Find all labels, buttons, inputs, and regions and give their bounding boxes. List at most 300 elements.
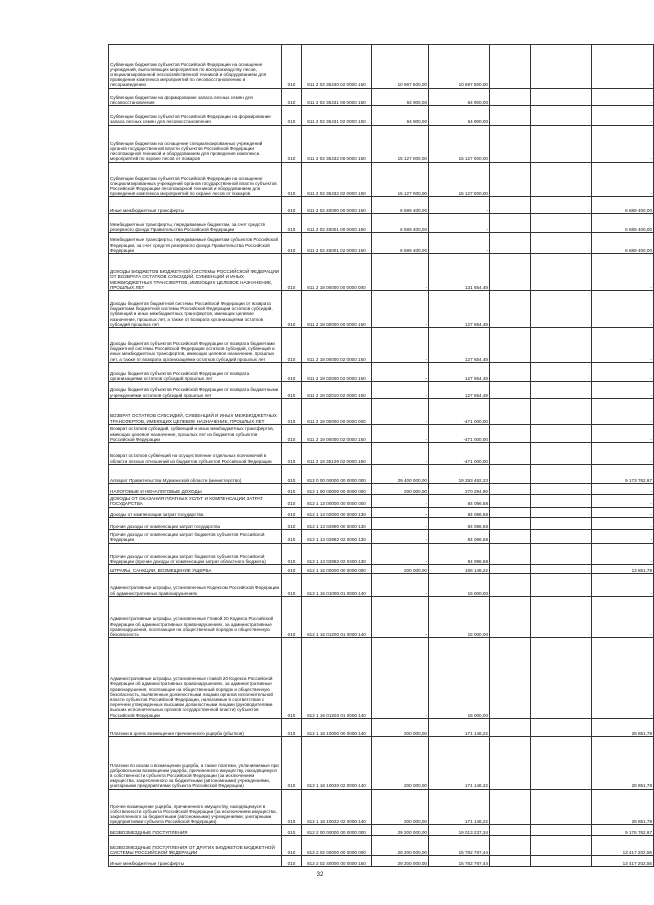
empty-cell	[490, 398, 531, 424]
budget-code-cell: 812 1 13 02990 00 0000 130	[302, 518, 372, 530]
line-code-cell: 010	[282, 565, 302, 574]
table-body	[109, 45, 654, 867]
approved-amount-cell: 10 697 500,00	[372, 45, 429, 89]
line-code-cell: 010	[282, 518, 302, 530]
budget-code-cell: 811 2 18 00000 00 0000 000	[302, 253, 372, 290]
unexecuted-amount-cell: 6 589 400,00	[592, 197, 654, 213]
income-name-cell: Административные штрафы, установленные главой 20 Кодекса Российской Федерации об административных правонарушениях, за административные правонарушения, посягающие на общественный порядок и общественную безопасность, выявленные должностными лицами органов исполнительной власти субъектов Российской Федерации, налагаемые в соответствии с перечнем утвержденных высшими должностными лицами (руководителями высших исполнительных органов государственной власти) субъектов Российской Федерации	[109, 638, 282, 719]
line-code-cell: 010	[282, 382, 302, 398]
empty-cell	[490, 125, 531, 162]
empty-cell	[531, 398, 592, 424]
empty-cell	[490, 362, 531, 382]
line-code-cell: 010	[282, 573, 302, 596]
line-code-cell: 010	[282, 442, 302, 464]
approved-amount-cell: 15 127 000,00	[372, 125, 429, 162]
unexecuted-amount-cell: 13 417 202,56	[592, 855, 654, 866]
budget-code-cell: 812 1 16 10020 02 0000 140	[302, 737, 372, 789]
approved-amount-cell: -	[372, 596, 429, 637]
unexecuted-amount-cell: -	[592, 328, 654, 363]
table-row	[109, 45, 654, 89]
budget-code-cell: 811 2 18 00000 02 0000 150	[302, 328, 372, 363]
empty-cell	[531, 362, 592, 382]
income-name-cell: Платежи по искам о возмещении ущерба, а также платежи, уплачиваемые при добровольном возмещении ущерба, причиненного имуществу, находящемуся в собственности субъекта Российской Федерации (за исключением имущества, закрепленного за бюджетными (автономными) учреждениями, унитарными предприятиями субъекта Российской Федерации)	[109, 737, 282, 789]
table-row	[109, 213, 654, 233]
income-name-cell: Межбюджетные трансферты, передаваемые бюджетам субъектов Российской Федерации, за счет средств резервного фонда Правительства Российской Федерации	[109, 233, 282, 254]
table-row	[109, 825, 654, 836]
approved-amount-cell: -	[372, 398, 429, 424]
unexecuted-amount-cell: -	[592, 88, 654, 105]
unexecuted-amount-cell: -	[592, 573, 654, 596]
empty-cell	[531, 442, 592, 464]
income-name-cell: ШТРАФЫ, САНКЦИИ, ВОЗМЕЩЕНИЕ УЩЕРБА	[109, 565, 282, 574]
budget-code-cell: 811 2 02 45001 02 0000 150	[302, 233, 372, 254]
income-name-cell: ДОХОДЫ ОТ ОКАЗАНИЯ ПЛАТНЫХ УСЛУГ И КОМПЕНСАЦИИ ЗАТРАТ ГОСУДАРСТВА	[109, 495, 282, 507]
unexecuted-amount-cell: 9 173 762,67	[592, 464, 654, 484]
executed-amount-cell: 64 900,00	[429, 105, 490, 125]
table-row	[109, 836, 654, 856]
table-row	[109, 718, 654, 737]
empty-cell	[490, 328, 531, 363]
line-code-cell: 010	[282, 291, 302, 328]
line-code-cell: 010	[282, 424, 302, 442]
empty-cell	[531, 573, 592, 596]
executed-amount-cell: -	[429, 197, 490, 213]
empty-cell	[490, 233, 531, 254]
line-code-cell: 010	[282, 125, 302, 162]
income-name-cell: Административные штрафы, установленные Главой 20 Кодекса Российской Федерации об административных правонарушениях, за административные правонарушения, посягающие на общественный порядок и общественную безопасность	[109, 596, 282, 637]
approved-amount-cell: 200 000,00	[372, 484, 429, 495]
empty-cell	[531, 507, 592, 518]
budget-code-cell: 811 2 18 02000 02 0000 150	[302, 362, 372, 382]
approved-amount-cell: 6 589 400,00	[372, 213, 429, 233]
empty-cell	[490, 162, 531, 197]
income-name-cell: НАЛОГОВЫЕ И НЕНАЛОГОВЫЕ ДОХОДЫ	[109, 484, 282, 495]
empty-cell	[490, 638, 531, 719]
approved-amount-cell: -	[372, 638, 429, 719]
empty-cell	[490, 442, 531, 464]
executed-amount-cell: 15 782 797,44	[429, 836, 490, 856]
unexecuted-amount-cell: 9 176 762,67	[592, 825, 654, 836]
income-name-cell: Административные штрафы, установленные Кодексом Российской Федерации об административных правонарушениях	[109, 573, 282, 596]
budget-code-cell: 812 0 00 00000 00 0000 000	[302, 464, 372, 484]
unexecuted-amount-cell: -	[592, 507, 654, 518]
empty-cell	[490, 530, 531, 543]
approved-amount-cell: -	[372, 495, 429, 507]
approved-amount-cell: -	[372, 291, 429, 328]
unexecuted-amount-cell: -	[592, 382, 654, 398]
table-row	[109, 424, 654, 442]
budget-code-cell: 812 2 02 40000 00 0000 150	[302, 855, 372, 866]
unexecuted-amount-cell: 28 851,78	[592, 737, 654, 789]
empty-cell	[490, 495, 531, 507]
income-name-cell: Прочие доходы от компенсации затрат бюджетов субъектов Российской Федерации	[109, 530, 282, 543]
executed-amount-cell: 15 000,00	[429, 573, 490, 596]
approved-amount-cell: 64 900,00	[372, 88, 429, 105]
unexecuted-amount-cell: -	[592, 484, 654, 495]
table-row	[109, 518, 654, 530]
table-row	[109, 398, 654, 424]
income-name-cell: Доходы бюджетов субъектов Российской Федерации от возврата бюджетами бюджетной системы Российской Федерации остатков субсидий, субвенций и иных межбюджетных трансфертов, имеющих целевое назначение, прошлых лет, а также от возврата организациями остатков субсидий прошлых лет	[109, 328, 282, 363]
line-code-cell: 010	[282, 596, 302, 637]
line-code-cell: 010	[282, 530, 302, 543]
table-row	[109, 543, 654, 565]
executed-amount-cell: 15 127 000,00	[429, 125, 490, 162]
line-code-cell: 010	[282, 362, 302, 382]
table-row	[109, 596, 654, 637]
budget-code-cell: 811 2 19 35129 02 0000 150	[302, 442, 372, 464]
empty-cell	[531, 213, 592, 233]
budget-code-cell: 812 1 16 10000 00 0000 140	[302, 718, 372, 737]
budget-code-cell: 811 2 02 40000 00 0000 150	[302, 197, 372, 213]
table-row	[109, 105, 654, 125]
unexecuted-amount-cell: -	[592, 424, 654, 442]
empty-cell	[531, 825, 592, 836]
approved-amount-cell: -	[372, 573, 429, 596]
approved-amount-cell: -	[372, 442, 429, 464]
budget-code-cell: 812 1 13 02992 02 0000 130	[302, 530, 372, 543]
approved-amount-cell: 29 400 000,00	[372, 464, 429, 484]
empty-cell	[531, 382, 592, 398]
line-code-cell: 010	[282, 197, 302, 213]
budget-code-cell: 811 2 02 35432 02 0000 150	[302, 162, 372, 197]
empty-cell	[490, 789, 531, 825]
empty-cell	[531, 737, 592, 789]
table-row	[109, 233, 654, 254]
line-code-cell: 010	[282, 495, 302, 507]
income-name-cell: Прочее возмещение ущерба, причиненного имуществу, находящемуся в собственности субъекта Российской Федерации (за исключением имущества, закрепленного за бюджетными (автономными) учреждениями, унитарными предприятиями субъекта Российской Федерации)	[109, 789, 282, 825]
line-code-cell: 010	[282, 328, 302, 363]
table-row	[109, 484, 654, 495]
table-row	[109, 855, 654, 866]
unexecuted-amount-cell: -	[592, 362, 654, 382]
table-row	[109, 789, 654, 825]
approved-amount-cell: 200 000,00	[372, 718, 429, 737]
budget-code-cell: 811 2 02 35432 00 0000 150	[302, 125, 372, 162]
executed-amount-cell: 186 148,22	[429, 565, 490, 574]
empty-cell	[531, 789, 592, 825]
unexecuted-amount-cell: 13 851,78	[592, 565, 654, 574]
budget-code-cell: 811 2 02 35431 02 0000 150	[302, 105, 372, 125]
executed-amount-cell: 84 096,68	[429, 518, 490, 530]
empty-cell	[531, 855, 592, 866]
executed-amount-cell: 171 148,22	[429, 718, 490, 737]
empty-cell	[531, 596, 592, 637]
approved-amount-cell: -	[372, 530, 429, 543]
budget-code-cell: 812 1 13 02992 02 0400 130	[302, 543, 372, 565]
table-row	[109, 442, 654, 464]
empty-cell	[531, 328, 592, 363]
table-row	[109, 464, 654, 484]
income-name-cell: Субвенции бюджетам на формирование запаса лесных семян для лесовосстановления	[109, 88, 282, 105]
income-name-cell: Прочие доходы от компенсации затрат государства	[109, 518, 282, 530]
empty-cell	[531, 291, 592, 328]
income-name-cell: Платежи в целях возмещения причиненного ущерба (убытков)	[109, 718, 282, 737]
empty-cell	[531, 530, 592, 543]
line-code-cell: 010	[282, 45, 302, 89]
executed-amount-cell: 84 096,68	[429, 495, 490, 507]
approved-amount-cell: -	[372, 328, 429, 363]
budget-code-cell: 811 2 02 35431 00 0000 150	[302, 88, 372, 105]
budget-code-cell: 812 1 16 00000 00 0000 000	[302, 565, 372, 574]
unexecuted-amount-cell: -	[592, 596, 654, 637]
line-code-cell: 010	[282, 836, 302, 856]
empty-cell	[490, 596, 531, 637]
empty-cell	[490, 836, 531, 856]
income-name-cell: Прочие доходы от компенсации затрат бюджетов субъектов Российской Федерации (прочие доходы от компенсации затрат областного бюджета)	[109, 543, 282, 565]
empty-cell	[531, 125, 592, 162]
budget-code-cell: 811 2 18 00000 00 0000 150	[302, 291, 372, 328]
table-row	[109, 638, 654, 719]
empty-cell	[531, 495, 592, 507]
empty-cell	[531, 162, 592, 197]
table-row	[109, 328, 654, 363]
executed-amount-cell: 15 000,00	[429, 638, 490, 719]
line-code-cell: 010	[282, 484, 302, 495]
executed-amount-cell: 19 013 237,34	[429, 825, 490, 836]
approved-amount-cell: 29 200 000,00	[372, 825, 429, 836]
executed-amount-cell: 171 148,22	[429, 737, 490, 789]
table-row	[109, 507, 654, 518]
income-name-cell: БЕЗВОЗМЕЗДНЫЕ ПОСТУПЛЕНИЯ ОТ ДРУГИХ БЮДЖЕТОВ БЮДЖЕТНОЙ СИСТЕМЫ РОССИЙСКОЙ ФЕДЕРАЦИИ	[109, 836, 282, 856]
empty-cell	[490, 291, 531, 328]
empty-cell	[531, 233, 592, 254]
empty-cell	[531, 565, 592, 574]
line-code-cell: 010	[282, 789, 302, 825]
executed-amount-cell: -	[429, 213, 490, 233]
income-name-cell: Иные межбюджетные трансферты	[109, 197, 282, 213]
approved-amount-cell: 200 000,00	[372, 565, 429, 574]
empty-cell	[490, 213, 531, 233]
empty-cell	[490, 507, 531, 518]
empty-cell	[531, 718, 592, 737]
income-name-cell: Возврат остатков субвенций на осуществление отдельных полномочий в области лесных отношений из бюджетов субъектов Российской Федерации	[109, 442, 282, 464]
line-code-cell: 010	[282, 718, 302, 737]
line-code-cell: 010	[282, 233, 302, 254]
income-name-cell: Доходы бюджетов бюджетной системы Российской Федерации от возврата бюджетами бюджетной системы Российской Федерации остатков субсидий, субвенций и иных межбюджетных трансфертов, имеющих целевое назначение, прошлых лет, а также от возврата организациями остатков субсидий прошлых лет	[109, 291, 282, 328]
executed-amount-cell: 84 096,68	[429, 507, 490, 518]
empty-cell	[531, 424, 592, 442]
empty-cell	[490, 253, 531, 290]
executed-amount-cell: 10 697 500,00	[429, 45, 490, 89]
income-name-cell: ВОЗВРАТ ОСТАТКОВ СУБСИДИЙ, СУБВЕНЦИЙ И ИНЫХ МЕЖБЮДЖЕТНЫХ ТРАНСФЕРТОВ, ИМЕЮЩИХ ЦЕЛЕВОЕ НАЗНАЧЕНИЕ, ПРОШЛЫХ ЛЕТ	[109, 398, 282, 424]
approved-amount-cell: -	[372, 253, 429, 290]
empty-cell	[490, 45, 531, 89]
table-row	[109, 197, 654, 213]
executed-amount-cell: 127 654,48	[429, 291, 490, 328]
unexecuted-amount-cell: -	[592, 638, 654, 719]
budget-code-cell: 812 1 16 01203 01 0000 140	[302, 638, 372, 719]
executed-amount-cell: 84 096,68	[429, 543, 490, 565]
income-name-cell: Субвенции бюджетам субъектов Российской Федерации на оснащение учреждений, выполняющих мероприятия по воспроизводству лесов, специализированной лесохозяйственной техникой и оборудованием для проведения комплекса мероприятий по лесовосстановлению и лесоразведению	[109, 45, 282, 89]
line-code-cell: 010	[282, 213, 302, 233]
table-row	[109, 565, 654, 574]
table-row	[109, 125, 654, 162]
approved-amount-cell: -	[372, 362, 429, 382]
table-row	[109, 253, 654, 290]
executed-amount-cell: -471 000,00	[429, 398, 490, 424]
unexecuted-amount-cell: -	[592, 45, 654, 89]
empty-cell	[490, 737, 531, 789]
unexecuted-amount-cell: -	[592, 253, 654, 290]
empty-cell	[490, 424, 531, 442]
income-name-cell: Доходы от компенсации затрат государства	[109, 507, 282, 518]
income-name-cell: Возврат остатков субсидий, субвенций и иных межбюджетных трансфертов, имеющих целевое назначение, прошлых лет из бюджетов субъектов Российской Федерации	[109, 424, 282, 442]
empty-cell	[531, 253, 592, 290]
approved-amount-cell: -	[372, 543, 429, 565]
unexecuted-amount-cell: 6 589 400,00	[592, 213, 654, 233]
executed-amount-cell: 15 000,00	[429, 596, 490, 637]
table-row	[109, 291, 654, 328]
empty-cell	[490, 855, 531, 866]
empty-cell	[490, 464, 531, 484]
line-code-cell: 010	[282, 543, 302, 565]
line-code-cell: 010	[282, 737, 302, 789]
approved-amount-cell: -	[372, 424, 429, 442]
line-code-cell: 010	[282, 162, 302, 197]
unexecuted-amount-cell: 28 851,78	[592, 789, 654, 825]
approved-amount-cell: -	[372, 507, 429, 518]
empty-cell	[531, 88, 592, 105]
empty-cell	[490, 105, 531, 125]
income-name-cell: ДОХОДЫ БЮДЖЕТОВ БЮДЖЕТНОЙ СИСТЕМЫ РОССИЙСКОЙ ФЕДЕРАЦИИ ОТ ВОЗВРАТА ОСТАТКОВ СУБСИДИЙ, СУБВЕНЦИЙ И ИНЫХ МЕЖБЮДЖЕТНЫХ ТРАНСФЕРТОВ, ИМЕЮЩИХ ЦЕЛЕВОЕ НАЗНАЧЕНИЕ, ПРОШЛЫХ ЛЕТ	[109, 253, 282, 290]
income-name-cell: Доходы бюджетов субъектов Российской Федерации от возврата бюджетными учреждениями остатков субсидий прошлых лет	[109, 382, 282, 398]
executed-amount-cell: 64 900,00	[429, 88, 490, 105]
empty-cell	[490, 382, 531, 398]
empty-cell	[490, 518, 531, 530]
budget-code-cell: 812 1 00 00000 00 0000 000	[302, 484, 372, 495]
approved-amount-cell: -	[372, 518, 429, 530]
table-row	[109, 362, 654, 382]
empty-cell	[490, 825, 531, 836]
line-code-cell: 010	[282, 253, 302, 290]
unexecuted-amount-cell: -	[592, 442, 654, 464]
empty-cell	[531, 197, 592, 213]
unexecuted-amount-cell: -	[592, 495, 654, 507]
income-name-cell: Субвенции бюджетам на оснащение специализированных учреждений органов государственной власти субъектов Российской Федерации лесопожарной техникой и оборудованием для проведения комплекса мероприятий по охране лесов от пожаров	[109, 125, 282, 162]
budget-code-cell: 811 2 02 35430 02 0000 150	[302, 45, 372, 89]
line-code-cell: 010	[282, 825, 302, 836]
unexecuted-amount-cell: -	[592, 162, 654, 197]
budget-code-cell: 811 2 19 00000 02 0000 150	[302, 424, 372, 442]
budget-code-cell: 811 2 19 00000 00 0000 000	[302, 398, 372, 424]
approved-amount-cell: 29 200 000,00	[372, 855, 429, 866]
approved-amount-cell: 29 200 000,00	[372, 836, 429, 856]
approved-amount-cell: 200 000,00	[372, 789, 429, 825]
budget-code-cell: 812 1 16 01000 01 0000 140	[302, 573, 372, 596]
table-row	[109, 530, 654, 543]
empty-cell	[531, 484, 592, 495]
approved-amount-cell: 200 000,00	[372, 737, 429, 789]
empty-cell	[531, 518, 592, 530]
table-row	[109, 88, 654, 105]
income-name-cell: Субвенции бюджетам субъектов Российской Федерации на оснащение специализированных учреждений органов государственной власти субъектов Российской Федерации лесопожарной техникой и оборудованием для проведения комплекса мероприятий по охране лесов от пожаров	[109, 162, 282, 197]
empty-cell	[490, 565, 531, 574]
executed-amount-cell: 127 654,48	[429, 328, 490, 363]
unexecuted-amount-cell: 28 851,78	[592, 718, 654, 737]
budget-code-cell: 812 1 13 00000 00 0000 000	[302, 495, 372, 507]
executed-amount-cell: 270 294,90	[429, 484, 490, 495]
table-row	[109, 495, 654, 507]
empty-cell	[490, 718, 531, 737]
unexecuted-amount-cell: -	[592, 518, 654, 530]
executed-amount-cell: 15 127 000,00	[429, 162, 490, 197]
empty-cell	[531, 836, 592, 856]
income-name-cell: Доходы бюджетов субъектов Российской Федерации от возврата организациями остатков субсидий прошлых лет	[109, 362, 282, 382]
unexecuted-amount-cell: -	[592, 530, 654, 543]
line-code-cell: 010	[282, 398, 302, 424]
budget-code-cell: 812 1 16 01200 01 0000 140	[302, 596, 372, 637]
line-code-cell: 010	[282, 507, 302, 518]
executed-amount-cell: 15 782 797,44	[429, 855, 490, 866]
empty-cell	[490, 543, 531, 565]
approved-amount-cell: 6 589 400,00	[372, 197, 429, 213]
empty-cell	[490, 573, 531, 596]
income-name-cell: Субвенции бюджетам субъектов Российской Федерации на формирование запаса лесных семян для лесовосстановления	[109, 105, 282, 125]
empty-cell	[531, 638, 592, 719]
executed-amount-cell: 127 654,48	[429, 382, 490, 398]
executed-amount-cell: -471 000,00	[429, 442, 490, 464]
table-row	[109, 573, 654, 596]
unexecuted-amount-cell: -	[592, 105, 654, 125]
table-row	[109, 162, 654, 197]
budget-code-cell: 812 2 00 00000 00 0000 000	[302, 825, 372, 836]
line-code-cell: 010	[282, 88, 302, 105]
empty-cell	[531, 105, 592, 125]
line-code-cell: 010	[282, 855, 302, 866]
line-code-cell: 010	[282, 464, 302, 484]
executed-amount-cell: 171 148,22	[429, 789, 490, 825]
income-name-cell: Иные межбюджетные трансферты	[109, 855, 282, 866]
empty-cell	[490, 484, 531, 495]
approved-amount-cell: 15 127 000,00	[372, 162, 429, 197]
empty-cell	[490, 197, 531, 213]
executed-amount-cell: 84 096,68	[429, 530, 490, 543]
unexecuted-amount-cell: 13 417 202,56	[592, 836, 654, 856]
unexecuted-amount-cell: -	[592, 398, 654, 424]
budget-code-cell: 812 2 02 00000 00 0000 000	[302, 836, 372, 856]
approved-amount-cell: 6 589 400,00	[372, 233, 429, 254]
income-name-cell: БЕЗВОЗМЕЗДНЫЕ ПОСТУПЛЕНИЯ	[109, 825, 282, 836]
executed-amount-cell: -471 000,00	[429, 424, 490, 442]
unexecuted-amount-cell: -	[592, 543, 654, 565]
executed-amount-cell: 127 654,48	[429, 362, 490, 382]
line-code-cell: 010	[282, 638, 302, 719]
approved-amount-cell: -	[372, 382, 429, 398]
unexecuted-amount-cell: 6 589 400,00	[592, 233, 654, 254]
table-row	[109, 737, 654, 789]
budget-code-cell: 811 2 02 45001 00 0000 150	[302, 213, 372, 233]
page-number: 32	[316, 872, 324, 878]
executed-amount-cell: -	[429, 233, 490, 254]
budget-code-cell: 812 1 13 02000 00 0000 130	[302, 507, 372, 518]
executed-amount-cell: 19 283 492,23	[429, 464, 490, 484]
empty-cell	[490, 88, 531, 105]
empty-cell	[531, 543, 592, 565]
line-code-cell: 010	[282, 105, 302, 125]
income-name-cell: Межбюджетные трансферты, передаваемые бюджетам, за счет средств резервного фонда Правительства Российской Федерации	[109, 213, 282, 233]
empty-cell	[531, 464, 592, 484]
budget-code-cell: 811 2 18 02010 02 0000 150	[302, 382, 372, 398]
approved-amount-cell: 64 900,00	[372, 105, 429, 125]
income-name-cell: Аппарат Правительства Мурманской области (министерство)	[109, 464, 282, 484]
empty-cell	[531, 45, 592, 89]
unexecuted-amount-cell: -	[592, 291, 654, 328]
unexecuted-amount-cell: -	[592, 125, 654, 162]
table-row	[109, 382, 654, 398]
executed-amount-cell: 131 654,48	[429, 253, 490, 290]
budget-code-cell: 812 1 16 10022 02 0000 140	[302, 789, 372, 825]
budget-report-table	[108, 44, 652, 867]
